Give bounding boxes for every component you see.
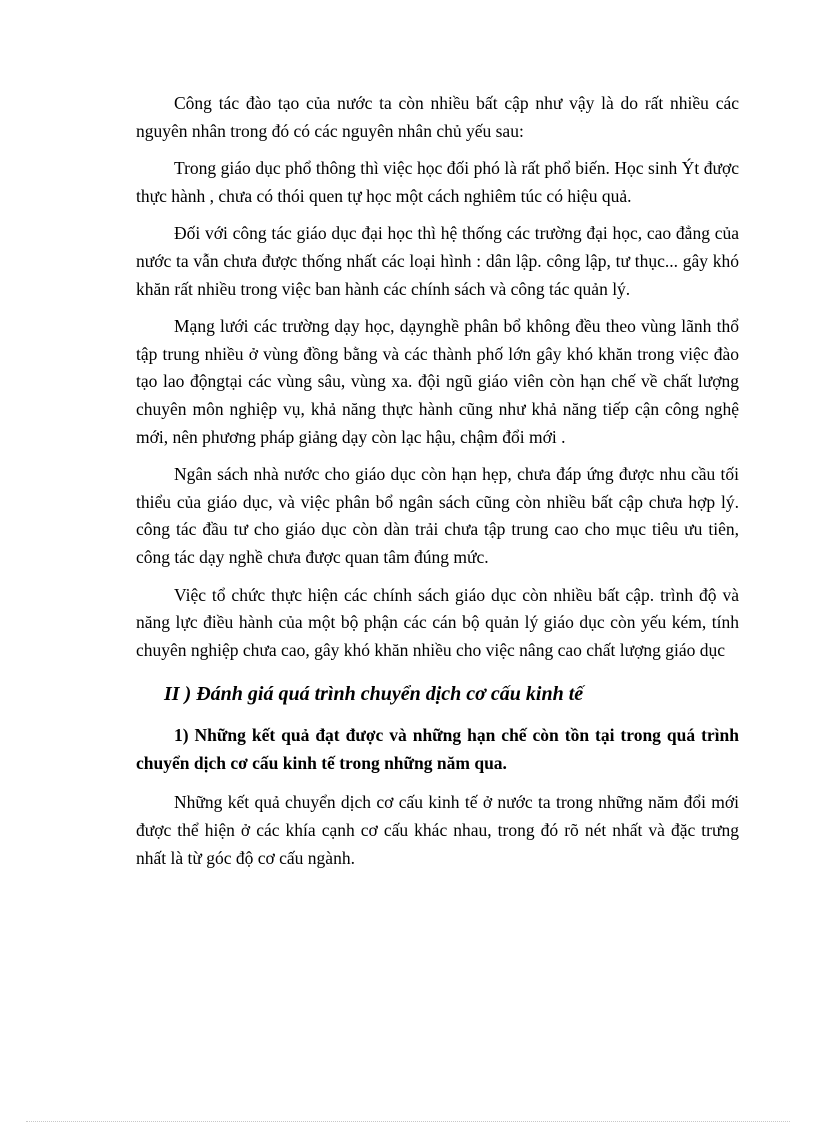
paragraph-general-education: Trong giáo dục phổ thông thì việc học đối phó là rất phổ biến. Học sinh Ýt được thực hành , chưa có thói quen tự học một cách nghiêm túc có hiệu quả. <box>136 158 739 206</box>
paragraph-higher-education: Đối với công tác giáo dục đại học thì hệ thống các trường đại học, cao đẳng của nước ta vẫn chưa được thống nhất các loại hình : dân lập. công lập, tư thục... gây khó khăn rất nhiều trong việc ban hành các chính sách và công tác quản lý. <box>136 223 739 299</box>
subsection-heading: 1) Những kết quả đạt được và những hạn chế còn tồn tại trong quá trình chuyển dịch cơ cấu kinh tế trong những năm qua. <box>136 725 739 773</box>
paragraph-policy-implementation: Việc tổ chức thực hiện các chính sách giáo dục còn nhiều bất cập. trình độ và năng lực điều hành của một bộ phận các cán bộ quản lý giáo dục còn yếu kém, tính chuyên nghiệp chưa cao, gây khó khăn nhiều cho việc nâng cao chất lượng giáo dục <box>136 584 739 660</box>
document-page <box>136 90 739 872</box>
page-bottom-divider <box>26 1121 790 1122</box>
paragraph-state-budget: Ngân sách nhà nước cho giáo dục còn hạn hẹp, chưa đáp ứng được nhu cầu tối thiểu của giáo dục, và việc phân bổ ngân sách cũng còn nhiều bất cập chưa hợp lý. công tác đầu tư cho giáo dục còn dàn trải chưa tập trung cao cho mục tiêu ưu tiên, công tác dạy nghề chưa được quan tâm đúng mức. <box>136 464 739 567</box>
paragraph-causes-intro: Công tác đào tạo của nước ta còn nhiều bất cập như vậy là do rất nhiều các nguyên nhân trong đó có các nguyên nhân chủ yếu sau: <box>136 93 739 141</box>
section-heading: II ) Đánh giá quá trình chuyển dịch cơ cấu kinh tế <box>164 683 584 706</box>
paragraph-school-network: Mạng lưới các trường dạy học, dạynghề phân bổ không đều theo vùng lãnh thổ tập trung nhiều ở vùng đồng bằng và các thành phố lớn gây khó khăn trong việc đào tạo lao độngtại các vùng sâu, vùng xa. đội ngũ giáo viên còn hạn chế về chất lượng chuyên môn nghiệp vụ, khả năng thực hành cũng như khả năng tiếp cận công nghệ mới, nên phương pháp giảng dạy còn lạc hậu, chậm đổi mới . <box>136 316 739 447</box>
paragraph-structural-results: Những kết quả chuyển dịch cơ cấu kinh tế ở nước ta trong những năm đổi mới được thể hiện ở các khía cạnh cơ cấu khác nhau, trong đó rõ nét nhất và đặc trưng nhất là từ góc độ cơ cấu ngành. <box>136 792 739 868</box>
